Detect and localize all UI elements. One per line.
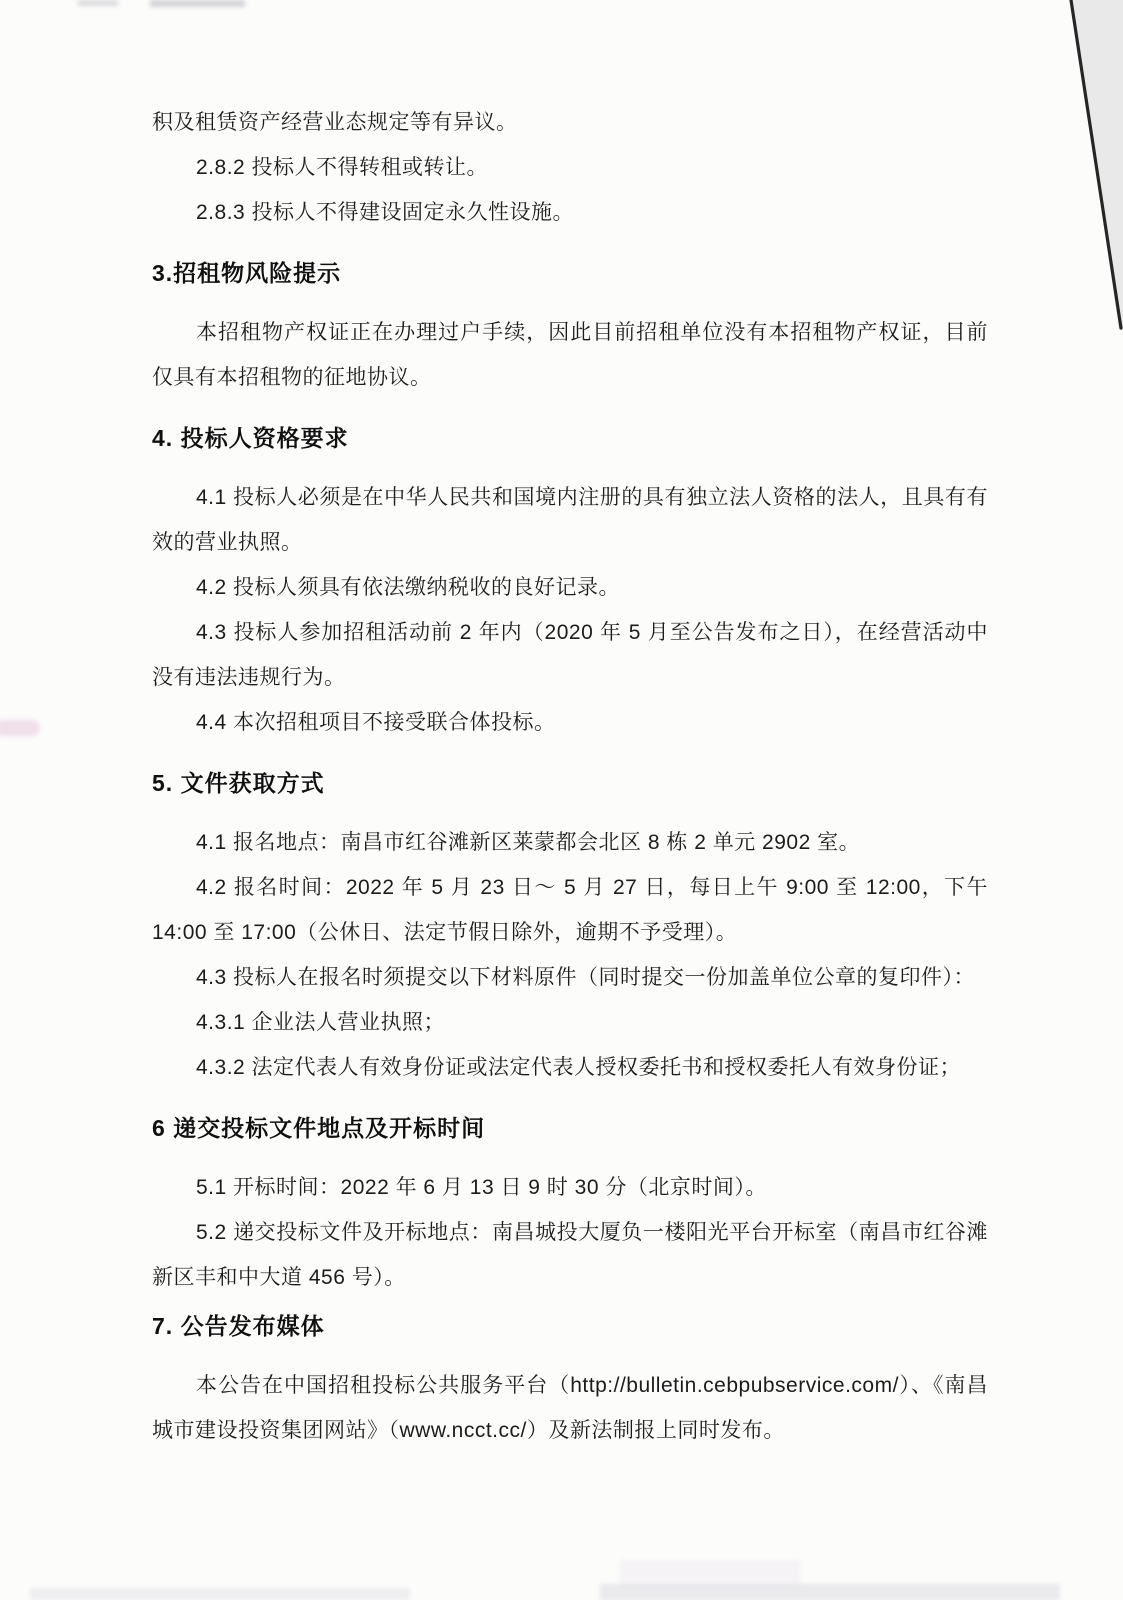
scan-smudge-top-left [78, 0, 118, 6]
clause-6-opening-time: 5.1 开标时间：2022 年 6 月 13 日 9 时 30 分（北京时间）。 [196, 1176, 767, 1199]
document-body [152, 100, 988, 1453]
clause-4-3-1: 4.3.1 企业法人营业执照； [196, 1011, 446, 1034]
scan-smudge-top [150, 0, 245, 7]
clause-6-opening-place: 5.2 递交投标文件及开标地点：南昌城投大厦负一楼阳光平台开标室（南昌市红谷滩新区丰和中大道 456 号）。 [152, 1221, 988, 1289]
scan-band-bottom-mid [620, 1560, 800, 1586]
clause-5-materials-intro: 4.3 投标人在报名时须提交以下材料原件（同时提交一份加盖单位公章的复印件）： [196, 966, 976, 989]
paragraph-clause-2-8-1-continuation: 积及租赁资产经营业态规定等有异议。 [152, 111, 518, 134]
scan-band-bottom-right [600, 1584, 1060, 1600]
scan-smudge-left [0, 720, 40, 736]
clause-4-3: 4.3 投标人参加招租活动前 2 年内（2020 年 5 月至公告发布之日），在经营活动中没有违法违规行为。 [152, 621, 988, 689]
scan-band-bottom-left [30, 1588, 410, 1600]
clause-5-registration-place: 4.1 报名地点：南昌市红谷滩新区莱蒙都会北区 8 栋 2 单元 2902 室。 [196, 831, 861, 854]
page-edge-shadow [1061, 0, 1123, 335]
heading-section-4: 4. 投标人资格要求 [152, 425, 349, 451]
paragraph-risk-note: 本招租物产权证正在办理过户手续，因此目前招租单位没有本招租物产权证，目前仅具有本招租物的征地协议。 [152, 321, 988, 389]
heading-section-7: 7. 公告发布媒体 [152, 1313, 325, 1339]
paragraph-publish-media: 本公告在中国招租投标公共服务平台（http://bulletin.cebpubservice.com/）、《南昌城市建设投资集团网站》（www.ncct.cc/）及新法制报上同时发布。 [152, 1374, 988, 1442]
heading-section-5: 5. 文件获取方式 [152, 770, 325, 796]
heading-section-6: 6 递交投标文件地点及开标时间 [152, 1115, 486, 1141]
clause-4-2: 4.2 投标人须具有依法缴纳税收的良好记录。 [196, 576, 621, 599]
clause-4-3-2: 4.3.2 法定代表人有效身份证或法定代表人授权委托书和授权委托人有效身份证； [196, 1056, 962, 1079]
clause-4-1: 4.1 投标人必须是在中华人民共和国境内注册的具有独立法人资格的法人，且具有有效的营业执照。 [152, 486, 988, 554]
clause-2-8-2: 2.8.2 投标人不得转租或转让。 [196, 156, 489, 179]
heading-section-3: 3.招租物风险提示 [152, 260, 342, 286]
clause-2-8-3: 2.8.3 投标人不得建设固定永久性设施。 [196, 201, 575, 224]
clause-5-registration-time: 4.2 报名时间：2022 年 5 月 23 日～ 5 月 27 日，每日上午 9:00 至 12:00，下午 14:00 至 17:00（公休日、法定节假日除外，逾期不予受理）。 [152, 876, 988, 944]
clause-4-4: 4.4 本次招租项目不接受联合体投标。 [196, 711, 556, 734]
